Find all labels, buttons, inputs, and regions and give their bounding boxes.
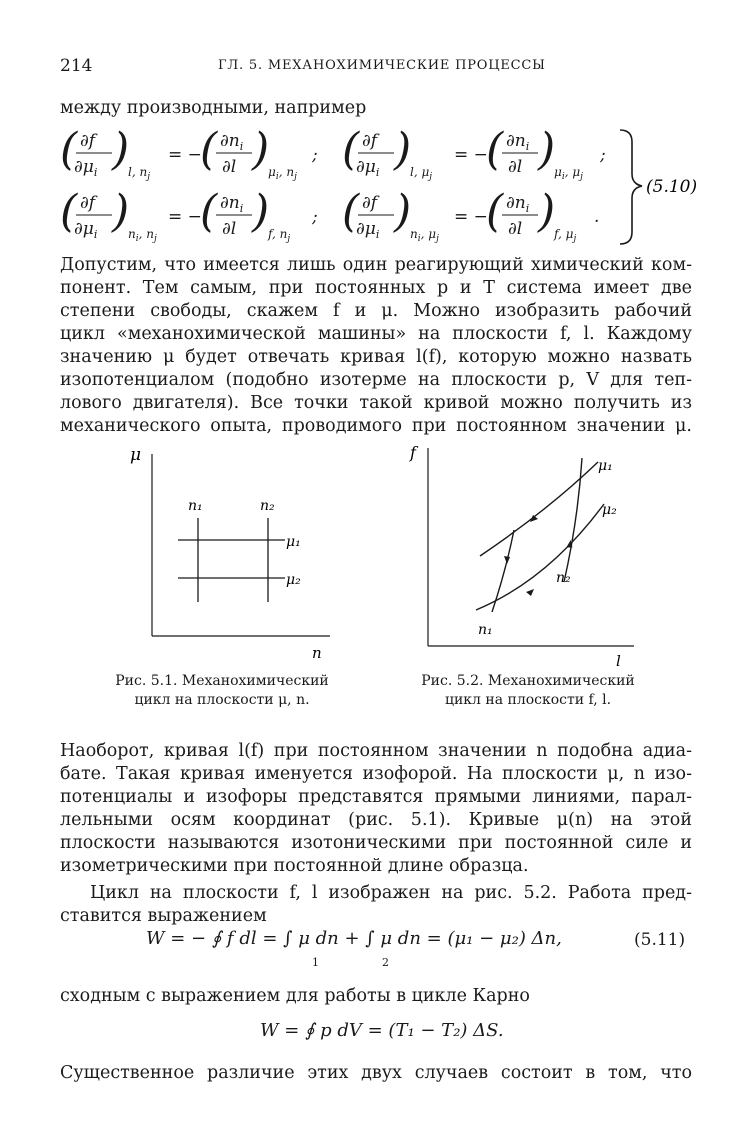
svg-text:∂f: ∂f (362, 193, 378, 213)
svg-text:∂l: ∂l (222, 219, 237, 239)
svg-text:μi, μj: $\mu_i$, $\mu_j$ (554, 165, 583, 182)
paragraph-2-line: изометрическими при постоянной длине образца. (60, 856, 529, 876)
svg-text:ni, μj: $n_i$, $\mu_j$ (410, 227, 439, 244)
figure-5-1-y-label: μ (130, 445, 142, 465)
paragraph-1-line: цикл «механохимической машины» на плоскости f, l. Каждому (60, 324, 692, 344)
svg-text:f, nj: f, $n_j$ (268, 227, 291, 244)
svg-text:): ) (538, 186, 556, 237)
svg-text:): ) (394, 126, 412, 175)
figure-5-2 (398, 440, 658, 670)
paragraph-3 (60, 882, 692, 928)
svg-text:∂f: ∂f (80, 193, 96, 213)
paragraph-2 (60, 740, 692, 878)
figure-5-2-caption: Рис. 5.2. Механохимический цикл на плоскости f, l. (421, 673, 635, 708)
figure-5-2-arrow-bottom (526, 589, 534, 596)
svg-text:(: ( (342, 186, 360, 237)
equation-5-11-limit-2: 2 (382, 956, 389, 969)
carnot-line: сходным с выражением для работы в цикле Карно (60, 986, 530, 1006)
svg-text:∂μi: $\partial\mu_i$ (74, 219, 98, 241)
equation-5-10-number: (5.10) (646, 177, 698, 197)
svg-text:(: ( (486, 186, 504, 237)
svg-text:): ) (252, 186, 270, 237)
paragraph-2-line: лельными осям координат (рис. 5.1). Кривые μ(n) на этой (60, 810, 692, 830)
paragraph-2-line: плоскости называются изотоническими при постоянной силе и (60, 833, 692, 853)
paragraph-2-line: Наоборот, кривая l(f) при постоянном значении n подобна адиа- (60, 741, 692, 761)
svg-text:): ) (112, 126, 130, 175)
svg-text:∂l: ∂l (222, 157, 237, 177)
svg-text:∂ni: $\partial n_i$ (220, 193, 244, 215)
svg-text:(: ( (342, 126, 360, 175)
paragraph-3-line: Цикл на плоскости f, l изображен на рис. 5.2. Работа пред- (90, 883, 692, 903)
figure-5-2-arrow-left (504, 556, 510, 564)
svg-text:;: ; (312, 207, 318, 227)
svg-text:∂ni: $\partial n_i$ (506, 131, 530, 153)
svg-text:μi, nj: $\mu_i$, $n_j$ (268, 165, 297, 182)
figure-5-2-svg (398, 440, 658, 670)
figure-5-2-label-mu2: μ₂ (602, 502, 617, 518)
paragraph-2-line: потенциалы и изофоры представятся прямыми линиями, парал- (60, 787, 692, 807)
paragraph-2-line: бате. Такая кривая именуется изофорой. На плоскости μ, n изо- (60, 764, 692, 784)
svg-text:∂l: ∂l (508, 219, 523, 239)
figure-5-2-label-n2: n₂ (556, 570, 571, 586)
equation-5-11-number: (5.11) (634, 930, 686, 950)
paragraph-3-line: ставится выражением (60, 906, 267, 926)
paragraph-1-line: Допустим, что имеется лишь один реагирующий химический ком- (60, 255, 692, 275)
paragraph-1 (60, 254, 692, 438)
svg-text:(: ( (60, 126, 78, 175)
figure-5-2-curve-mu2 (476, 504, 604, 610)
paragraph-1-line: понент. Тем самым, при постоянных p и T система имеет две (60, 278, 692, 298)
intro-line: между производными, например (60, 98, 367, 118)
equation-carnot: W = ∮ p dV = (T₁ − T₂) ΔS. (260, 1020, 504, 1041)
svg-text:∂ni: $\partial n_i$ (506, 193, 530, 215)
equation-5-11 (146, 928, 562, 949)
svg-text:∂μi: $\partial\mu_i$ (356, 157, 380, 179)
svg-text:): ) (538, 126, 556, 175)
figure-5-2-x-label: l (616, 652, 621, 670)
svg-text:= −: = − (168, 207, 202, 227)
chapter-title: ГЛ. 5. МЕХАНОХИМИЧЕСКИЕ ПРОЦЕССЫ (218, 58, 546, 73)
figure-5-1-label-mu2: μ₂ (286, 572, 301, 588)
svg-text:;: ; (600, 145, 606, 165)
svg-text:;: ; (312, 145, 318, 165)
paragraph-1-line: механического опыта, проводимого при постоянном значении μ. (60, 416, 692, 436)
equation-5-11-text: W = − ∮ f dl = ∫ μ dn + ∫ μ dn = (μ₁ − μ₂) Δn, (146, 928, 562, 949)
figure-5-2-curve-n2 (564, 458, 582, 582)
svg-text:(: ( (200, 186, 218, 237)
svg-text:= −: = − (454, 207, 488, 227)
svg-text:∂f: ∂f (362, 131, 378, 151)
svg-text:l, μj: l, $\mu_j$ (410, 165, 433, 182)
equation-5-10-svg (60, 126, 700, 250)
last-line: Существенное различие этих двух случаев состоит в том, что (60, 1063, 692, 1083)
svg-text:= −: = − (454, 145, 488, 165)
svg-text:(: ( (486, 126, 504, 175)
page-number: 214 (60, 56, 93, 76)
equation-5-11-limit-1: 1 (312, 956, 319, 969)
paragraph-1-line: степени свободы, скажем f и μ. Можно изобразить рабочий (60, 301, 692, 321)
svg-text:∂μi: $\partial\mu_i$ (356, 219, 380, 241)
equation-5-10 (60, 126, 700, 250)
svg-text:): ) (112, 186, 130, 237)
svg-text:.: . (594, 207, 600, 227)
svg-text:∂ni: $\partial n_i$ (220, 131, 244, 153)
figure-5-2-label-n1: n₁ (478, 622, 493, 638)
svg-text:(: ( (200, 126, 218, 175)
svg-text:∂f: ∂f (80, 131, 96, 151)
figure-5-2-curve-n1 (492, 530, 514, 612)
figure-5-1 (100, 440, 340, 670)
svg-text:(: ( (60, 186, 78, 237)
last-line-block (60, 1062, 692, 1085)
svg-text:l, nj: l, $n_j$ (128, 165, 150, 182)
svg-text:): ) (252, 126, 270, 175)
figure-5-2-label-mu1: μ₁ (598, 458, 613, 474)
figure-5-1-svg (100, 440, 340, 670)
svg-text:∂μi: $\partial\mu_i$ (74, 157, 98, 179)
figure-5-2-y-label: f (410, 443, 416, 462)
svg-text:∂l: ∂l (508, 157, 523, 177)
figure-5-1-x-label: n (312, 644, 322, 662)
figure-5-1-label-mu1: μ₁ (286, 534, 301, 550)
svg-text:f, μj: f, $\mu_j$ (554, 227, 577, 244)
paragraph-1-line: значению μ будет отвечать кривая l(f), которую можно назвать (60, 347, 692, 367)
figure-5-1-label-n1: n₁ (188, 498, 203, 514)
figure-5-1-label-n2: n₂ (260, 498, 275, 514)
paragraph-1-line: лового двигателя). Все точки такой кривой можно получить из (60, 393, 692, 413)
svg-text:): ) (394, 186, 412, 237)
figure-5-1-caption: Рис. 5.1. Механохимический цикл на плоскости μ, n. (115, 673, 329, 708)
svg-text:= −: = − (168, 145, 202, 165)
paragraph-1-line: изопотенциалом (подобно изотерме на плоскости p, V для теп- (60, 370, 692, 390)
svg-text:ni, nj: $n_i$, $n_j$ (128, 227, 157, 244)
